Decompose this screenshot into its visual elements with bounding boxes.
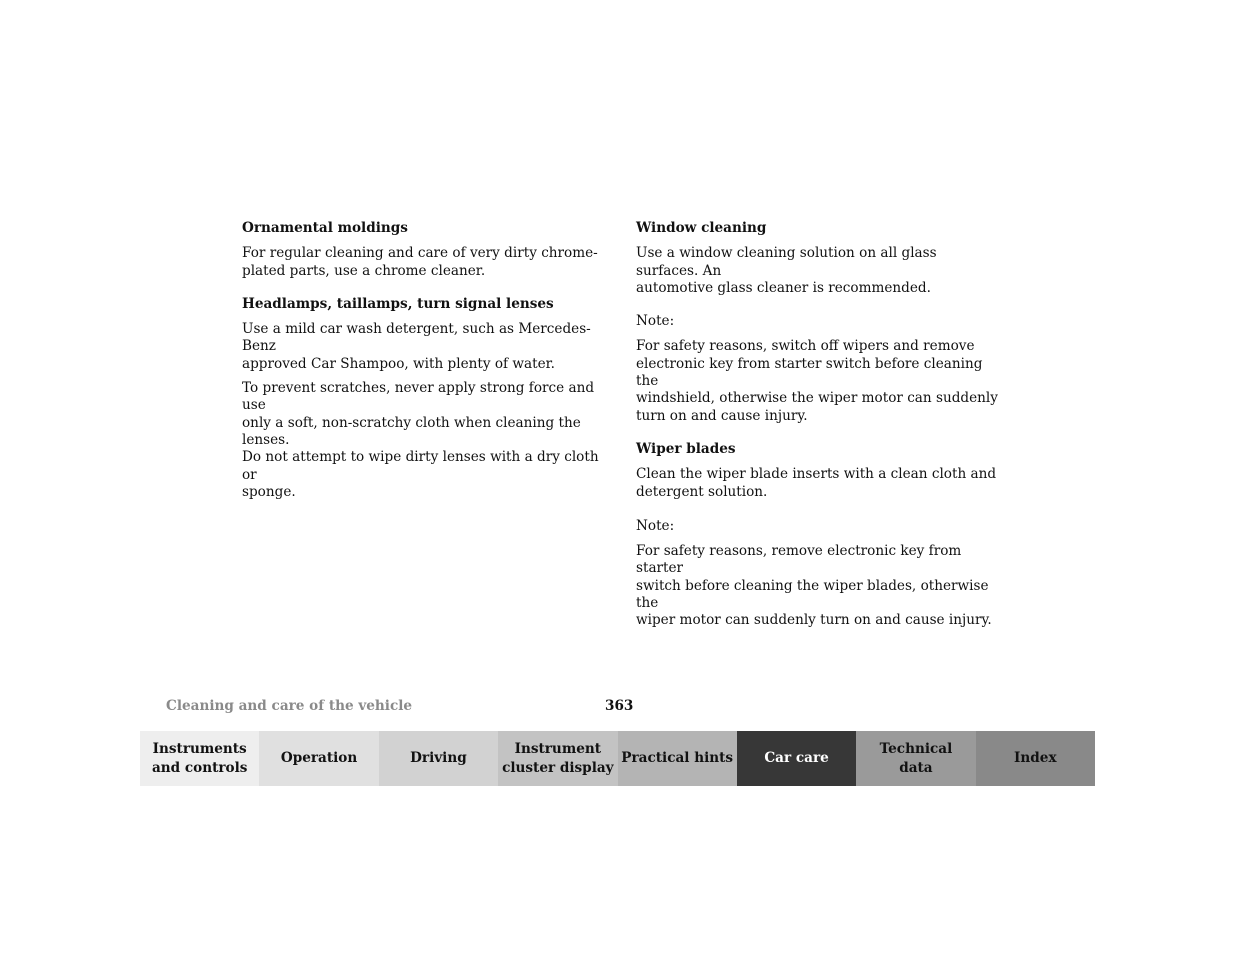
- para-headlamps-scratches: To prevent scratches, never apply strong force and use only a soft, non-scratchy cloth when cleaning the lenses. Do not attempt to wipe dirty lenses with a dry cloth or sponge.: [242, 380, 599, 500]
- tab-operation[interactable]: Operation: [259, 731, 378, 786]
- tab-instruments-and-controls[interactable]: Instruments and controls: [140, 731, 259, 786]
- tab-technical-data[interactable]: Technical data: [856, 731, 975, 786]
- section-headlamps: [242, 296, 604, 501]
- heading-ornamental-moldings: Ornamental moldings: [242, 220, 408, 236]
- note-label-window: Note:: [636, 313, 675, 330]
- tab-driving[interactable]: Driving: [379, 731, 498, 786]
- note-label-wiper: Note:: [636, 517, 675, 534]
- tab-practical-hints[interactable]: Practical hints: [618, 731, 737, 786]
- tab-index[interactable]: Index: [976, 731, 1095, 786]
- note-text-wiper: For safety reasons, remove electronic key from starter switch before cleaning the wiper blades, otherwise the wiper motor can suddenly turn on and cause injury.: [636, 543, 992, 629]
- para-window-cleaning: Use a window cleaning solution on all glass surfaces. An automotive glass cleaner is recommended.: [636, 245, 937, 296]
- heading-window-cleaning: Window cleaning: [636, 220, 767, 236]
- footer-section-title: Cleaning and care of the vehicle: [166, 698, 413, 714]
- tab-car-care[interactable]: Car care: [737, 731, 856, 786]
- section-wiper-blades: [636, 441, 998, 630]
- note-text-window: For safety reasons, switch off wipers and remove electronic key from starter switch before cleaning the windshield, otherwise the wiper motor can suddenly turn on and cause injury.: [636, 338, 998, 424]
- page-number: 363: [605, 698, 634, 714]
- para-ornamental-moldings: For regular cleaning and care of very dirty chrome- plated parts, use a chrome cleaner.: [242, 245, 598, 279]
- chapter-tab-bar: [140, 731, 1095, 786]
- left-column: [242, 220, 604, 517]
- tab-instrument-cluster-display[interactable]: Instrument cluster display: [498, 731, 617, 786]
- para-headlamps-detergent: Use a mild car wash detergent, such as Mercedes-Benz approved Car Shampoo, with plenty of water.: [242, 321, 591, 372]
- para-wiper-blades: Clean the wiper blade inserts with a clean cloth and detergent solution.: [636, 466, 997, 500]
- heading-wiper-blades: Wiper blades: [636, 440, 736, 457]
- section-window-cleaning: [636, 220, 998, 425]
- section-ornamental-moldings: [242, 220, 604, 280]
- heading-headlamps: Headlamps, taillamps, turn signal lenses: [242, 295, 554, 312]
- right-column: [636, 220, 998, 646]
